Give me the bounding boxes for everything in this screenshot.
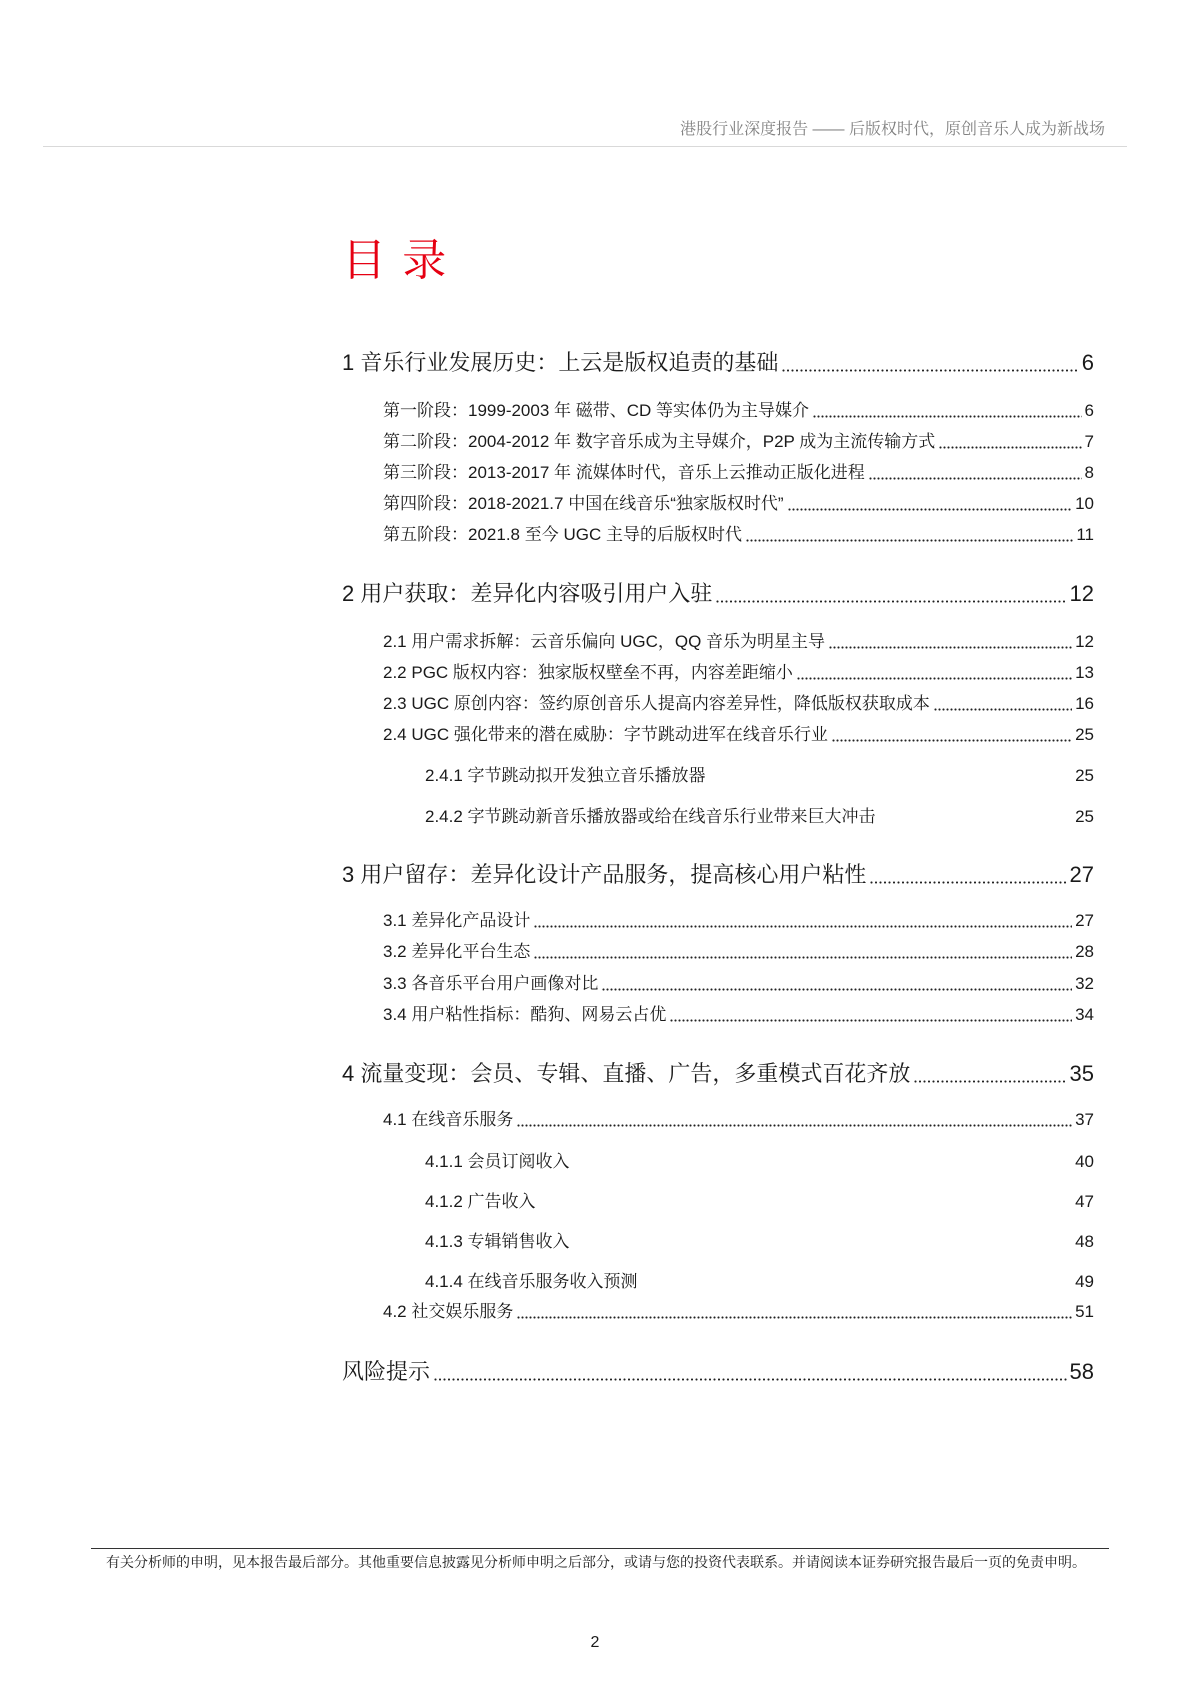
- toc-entry-chapter-1[interactable]: [342, 348, 1094, 378]
- toc-entry-page: 8: [1084, 463, 1094, 482]
- toc-entry-section-2-4[interactable]: [383, 722, 1094, 748]
- toc-entry-section-4-1-3[interactable]: [425, 1229, 1094, 1255]
- toc-entry-chapter-3[interactable]: [342, 860, 1094, 890]
- toc-entry-section-2-4-2[interactable]: [425, 804, 1094, 830]
- toc-entry-page: 51: [1075, 1302, 1094, 1321]
- toc-entry-page: 32: [1075, 974, 1094, 993]
- toc-entry-page: 12: [1075, 632, 1094, 651]
- toc-entry-page: 49: [1075, 1272, 1094, 1291]
- footer-divider: [91, 1548, 1109, 1549]
- toc-entry-page: 10: [1075, 494, 1094, 513]
- toc-entry-section-4-1-2[interactable]: [425, 1189, 1094, 1215]
- toc-leader-dots: [829, 646, 1072, 649]
- toc-leader-dots: [746, 539, 1073, 542]
- toc-entry-page: 37: [1075, 1110, 1094, 1129]
- toc-entry-label: 2.4.1 字节跳动拟开发独立音乐播放器: [425, 766, 706, 785]
- toc-entry-section-3-3[interactable]: [383, 971, 1094, 997]
- page-number: 2: [590, 1634, 600, 1651]
- toc-entry-label: 第一阶段：1999-2003 年 磁带、CD 等实体仍为主导媒介: [383, 401, 810, 420]
- toc-entry-section-3-1[interactable]: [383, 908, 1094, 934]
- toc-entry-page: 25: [1075, 807, 1094, 826]
- toc-entry-stage-4[interactable]: [383, 491, 1094, 517]
- toc-entry-section-3-4[interactable]: [383, 1002, 1094, 1028]
- toc-entry-label: 3.2 差异化平台生态: [383, 942, 531, 961]
- toc-entry-section-2-3[interactable]: [383, 691, 1094, 717]
- toc-entry-label: 3.4 用户粘性指标：酷狗、网易云占优: [383, 1005, 667, 1024]
- footer-disclaimer: 有关分析师的申明，见本报告最后部分。其他重要信息披露见分析师申明之后部分，或请与您的投资代表联系。并请阅读本证券研究报告最后一页的免责申明。: [106, 1554, 1086, 1570]
- toc-entry-page: 12: [1069, 581, 1094, 606]
- toc-entry-page: 28: [1075, 942, 1094, 961]
- toc-entry-page: 34: [1075, 1005, 1094, 1024]
- toc-entry-page: 13: [1075, 663, 1094, 682]
- toc-entry-chapter-2[interactable]: [342, 579, 1094, 609]
- toc-entry-risk-notice[interactable]: [342, 1357, 1094, 1387]
- toc-entry-label: 4.2 社交娱乐服务: [383, 1302, 514, 1321]
- toc-entry-label: 3.1 差异化产品设计: [383, 911, 531, 930]
- toc-entry-section-3-2[interactable]: [383, 939, 1094, 965]
- toc-entry-chapter-4[interactable]: [342, 1059, 1094, 1089]
- toc-leader-dots: [602, 988, 1072, 991]
- toc-entry-page: 48: [1075, 1232, 1094, 1251]
- toc-entry-page: 47: [1075, 1192, 1094, 1211]
- toc-entry-label: 2.1 用户需求拆解：云音乐偏向 UGC，QQ 音乐为明星主导: [383, 632, 826, 651]
- toc-entry-page: 6: [1084, 401, 1094, 420]
- toc-entry-page: 40: [1075, 1152, 1094, 1171]
- toc-leader-dots: [782, 369, 1078, 372]
- toc-entry-label: 3.3 各音乐平台用户画像对比: [383, 974, 599, 993]
- toc-leader-dots: [832, 739, 1072, 742]
- toc-entry-label: 2 用户获取：差异化内容吸引用户入驻: [342, 581, 713, 606]
- toc-leader-dots: [434, 1378, 1067, 1381]
- toc-leader-dots: [869, 477, 1082, 480]
- header-divider: [43, 146, 1127, 147]
- toc-entry-label: 3 用户留存：差异化设计产品服务，提高核心用户粘性: [342, 862, 867, 887]
- toc-entry-page: 6: [1081, 350, 1094, 375]
- toc-entry-section-4-2[interactable]: [383, 1299, 1094, 1325]
- toc-entry-page: 25: [1075, 725, 1094, 744]
- toc-entry-page: 58: [1069, 1359, 1094, 1384]
- toc-leader-dots: [813, 415, 1082, 418]
- toc-leader-dots: [870, 881, 1066, 884]
- toc-leader-dots: [534, 956, 1072, 959]
- toc-leader-dots: [517, 1124, 1072, 1127]
- toc-entry-label: 第四阶段：2018-2021.7 中国在线音乐“独家版权时代”: [383, 494, 784, 513]
- toc-entry-stage-2[interactable]: [383, 429, 1094, 455]
- toc-leader-dots: [797, 677, 1072, 680]
- toc-entry-section-2-2[interactable]: [383, 660, 1094, 686]
- toc-entry-stage-1[interactable]: [383, 398, 1094, 424]
- toc-entry-stage-3[interactable]: [383, 460, 1094, 486]
- toc-entry-page: 25: [1075, 766, 1094, 785]
- toc-leader-dots: [914, 1080, 1066, 1083]
- toc-entry-label: 4.1.3 专辑销售收入: [425, 1232, 570, 1251]
- toc-entry-stage-5[interactable]: [383, 522, 1094, 548]
- toc-entry-label: 2.2 PGC 版权内容：独家版权壁垒不再，内容差距缩小: [383, 663, 793, 682]
- toc-entry-label: 2.4 UGC 强化带来的潜在威胁：字节跳动进军在线音乐行业: [383, 725, 828, 744]
- toc-leader-dots: [716, 600, 1066, 603]
- toc-entry-section-4-1-4[interactable]: [425, 1269, 1094, 1295]
- toc-leader-dots: [670, 1019, 1072, 1022]
- toc-entry-label: 4.1.4 在线音乐服务收入预测: [425, 1272, 638, 1291]
- toc-entry-label: 2.3 UGC 原创内容：签约原创音乐人提高内容差异性，降低版权获取成本: [383, 694, 930, 713]
- toc-leader-dots: [534, 925, 1072, 928]
- toc-leader-dots: [788, 508, 1073, 511]
- toc-entry-label: 第五阶段：2021.8 至今 UGC 主导的后版权时代: [383, 525, 742, 544]
- toc-entry-label: 1 音乐行业发展历史：上云是版权追责的基础: [342, 350, 779, 375]
- toc-entry-section-2-4-1[interactable]: [425, 763, 1094, 789]
- toc-entry-page: 7: [1084, 432, 1094, 451]
- toc-entry-label: 4 流量变现：会员、专辑、直播、广告，多重模式百花齐放: [342, 1061, 911, 1086]
- toc-entry-label: 4.1.1 会员订阅收入: [425, 1152, 570, 1171]
- toc-leader-dots: [939, 446, 1081, 449]
- toc-entry-page: 27: [1075, 911, 1094, 930]
- toc-entry-label: 2.4.2 字节跳动新音乐播放器或给在线音乐行业带来巨大冲击: [425, 807, 876, 826]
- toc-entry-label: 第三阶段：2013-2017 年 流媒体时代，音乐上云推动正版化进程: [383, 463, 865, 482]
- toc-entry-section-4-1-1[interactable]: [425, 1149, 1094, 1175]
- toc-entry-page: 27: [1069, 862, 1094, 887]
- toc-heading: 目 录: [342, 236, 449, 285]
- toc-entry-label: 第二阶段：2004-2012 年 数字音乐成为主导媒介，P2P 成为主流传输方式: [383, 432, 936, 451]
- toc-entry-section-4-1[interactable]: [383, 1107, 1094, 1133]
- toc-leader-dots: [934, 708, 1072, 711]
- toc-entry-section-2-1[interactable]: [383, 629, 1094, 655]
- toc-entry-label: 风险提示: [342, 1359, 431, 1384]
- toc-entry-label: 4.1 在线音乐服务: [383, 1110, 514, 1129]
- toc-entry-page: 11: [1076, 525, 1094, 544]
- report-header-title: 港股行业深度报告 —— 后版权时代，原创音乐人成为新战场: [680, 121, 1105, 138]
- toc-entry-label: 4.1.2 广告收入: [425, 1192, 536, 1211]
- toc-entry-page: 16: [1075, 694, 1094, 713]
- toc-leader-dots: [517, 1316, 1072, 1319]
- toc-entry-page: 35: [1069, 1061, 1094, 1086]
